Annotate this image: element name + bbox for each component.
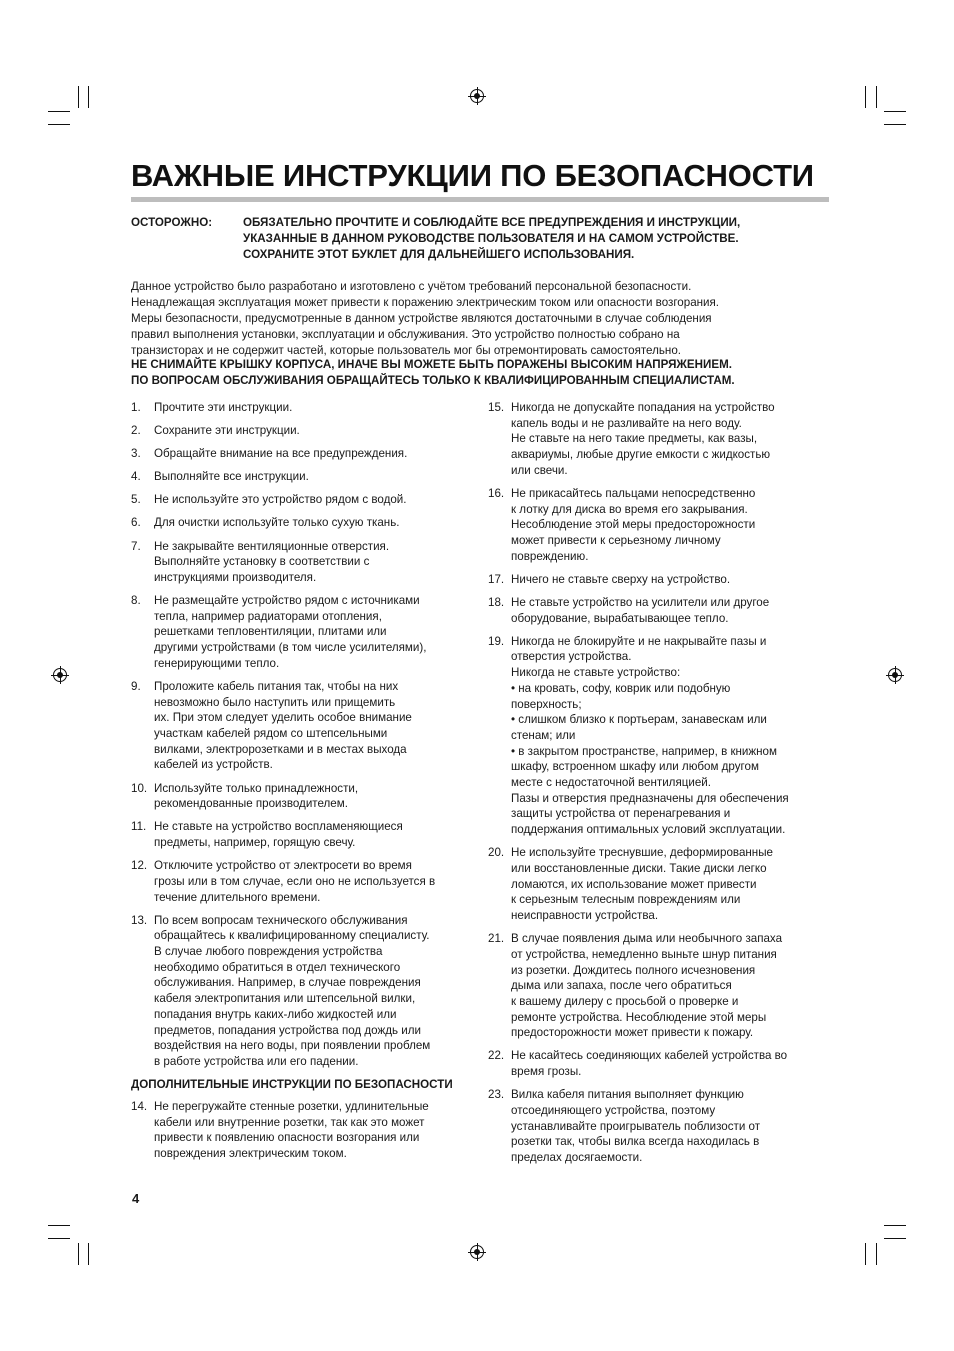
instruction-number: 14. [131, 1099, 148, 1113]
instruction-number: 7. [131, 539, 141, 553]
instruction-text: Не перегружайте стенные розетки, удлинительные кабели или внутренние розетки, так как это может привести к появлению опасности возгорания или повреждения электрическим током. [154, 1099, 429, 1160]
right-column [488, 400, 833, 1173]
additional-instructions-heading: ДОПОЛНИТЕЛЬНЫЕ ИНСТРУКЦИИ ПО БЕЗОПАСНОСТИ [131, 1078, 453, 1092]
crop-mark [865, 86, 866, 108]
left-column [131, 400, 476, 1169]
instruction-item [488, 1087, 833, 1166]
caution-line: СОХРАНИТЕ ЭТОТ БУКЛЕТ ДЛЯ ДАЛЬНЕЙШЕГО ИСПОЛЬЗОВАНИЯ. [243, 248, 635, 261]
instruction-item [131, 423, 476, 439]
instruction-text: Сохраните эти инструкции. [154, 424, 300, 438]
warning-line: НЕ СНИМАЙТЕ КРЫШКУ КОРПУСА, ИНАЧЕ ВЫ МОЖЕТЕ БЫТЬ ПОРАЖЕНЫ ВЫСОКИМ НАПРЯЖЕНИЕМ. [131, 358, 732, 371]
warning-line: ПО ВОПРОСАМ ОБСЛУЖИВАНИЯ ОБРАЩАЙТЕСЬ ТОЛЬКО К КВАЛИФИЦИРОВАННЫМ СПЕЦИАЛИСТАМ. [131, 374, 735, 387]
instruction-text: В случае появления дыма или необычного запаха от устройства, немедленно выньте шнур питания из розетки. Дождитесь полного исчезновения дыма или запаха, после чего обратиться к вашему дилеру с просьбой о проверке и ремонте устройства. Несоблюдение этой меры предосторожности может привести к пожару. [511, 932, 783, 1040]
caution-label: ОСТОРОЖНО: [131, 216, 213, 229]
instruction-item [131, 492, 476, 508]
crop-mark [48, 111, 70, 112]
instruction-number: 12. [131, 859, 148, 873]
instruction-item [131, 819, 476, 850]
instruction-number: 1. [131, 401, 141, 414]
registration-mark-icon [470, 1245, 484, 1259]
crop-mark [884, 111, 906, 112]
registration-mark-icon [53, 668, 67, 682]
instruction-text: Не прикасайтесь пальцами непосредственно к лотку для диска во время его закрывания. Несоблюдение этой меры предосторожности может привести к серьезному личному повреждению. [511, 486, 756, 563]
intro-paragraph [131, 279, 831, 359]
instruction-item [488, 931, 833, 1041]
instruction-text: Выполняйте все инструкции. [154, 470, 309, 484]
intro-line: Данное устройство было разработано и изготовлено с учётом требований персональной безопасности. [131, 280, 692, 293]
high-voltage-warning [131, 357, 841, 389]
caution-text [243, 215, 833, 263]
caution-line: УКАЗАННЫЕ В ДАННОМ РУКОВОДСТВЕ ПОЛЬЗОВАТЕЛЯ И НА САМОМ УСТРОЙСТВЕ. [243, 232, 739, 245]
crop-mark [88, 86, 89, 108]
instruction-text: Не касайтесь соединяющих кабелей устройства во время грозы. [511, 1049, 788, 1079]
instruction-number: 3. [131, 447, 141, 461]
instruction-item [488, 845, 833, 924]
intro-line: транзисторах и не содержит частей, которые пользователь мог бы отремонтировать самостоятельно. [131, 344, 681, 357]
instruction-item [131, 1099, 476, 1162]
instruction-text: Не ставьте на устройство воспламеняющиеся предметы, например, горящую свечу. [154, 820, 403, 850]
instruction-text: Не ставьте устройство на усилители или другое оборудование, вырабатывающее тепло. [511, 595, 770, 625]
instruction-text: Вилка кабеля питания выполняет функцию отсоединяющего устройства, поэтому устанавливайте проигрыватель поблизости от розетки так, чтобы вилка всегда находилась в пределах досягаемости. [511, 1088, 761, 1165]
instruction-item [131, 679, 476, 773]
instruction-text: Никогда не блокируйте и не накрывайте пазы и отверстия устройства. Никогда не ставьте устройство: • на кровать, софу, коврик или подобную поверхность; • слишком близко к портьерам, занавескам или стенам; или • в закрытом пространстве, например, в книжном шкафу, встроенном шкафу или любом другом месте с недостаточной вентиляцией. Пазы и отверстия предназначены для обеспечения защиты устройства от перенагревания и поддержания оптимальных условий эксплуатации. [511, 634, 789, 837]
instruction-text: Проложите кабель питания так, чтобы на них невозможно было наступить или прищемить их. При этом следует уделить особое внимание участкам кабелей рядом со штепсельными вилками, электророзетками и в местах выхода кабелей из устройств. [154, 679, 412, 772]
intro-line: Ненадлежащая эксплуатация может привести к поражению электрическим током или опасности возгорания. [131, 296, 720, 309]
instruction-number: 13. [131, 913, 148, 927]
crop-mark [865, 1243, 866, 1265]
instruction-number: 2. [131, 424, 141, 438]
instruction-number: 11. [131, 820, 147, 834]
instruction-number: 23. [488, 1088, 505, 1102]
instruction-number: 4. [131, 470, 141, 484]
instruction-text: Прочтите эти инструкции. [154, 401, 293, 414]
instruction-text: Используйте только принадлежности, рекомендованные производителем. [154, 781, 359, 811]
instruction-number: 20. [488, 846, 505, 860]
instruction-text: По всем вопросам технического обслуживания обращайтесь к квалифицированному специалисту. В случае любого повреждения устройства необходимо обратиться в отдел технического обслуживания. Например, в случае повреждения кабеля электропитания или штепсельной вилки, попадания внутрь каких-либо жидкостей или предметов, попадания устройства под дождь или воздействия на него воды, при появлении проблем в работе устройства или его падении. [154, 913, 431, 1068]
instruction-text: Не размещайте устройство рядом с источниками тепла, например радиаторами отопления, решетками тепловентиляции, плитами или другими устройствами (в том числе усилителями), генерирующими тепло. [154, 594, 427, 670]
instruction-item [488, 486, 833, 565]
intro-line: Меры безопасности, предусмотренные в данном устройстве являются достаточными в случае соблюдения [131, 312, 712, 325]
crop-mark [884, 124, 906, 125]
instruction-text: Не используйте треснувшие, деформированные или восстановленные диски. Такие диски легко ломаются, их использование может привести к серьезным телесным повреждениям или неисправности устройства. [511, 846, 773, 923]
crop-mark [78, 1243, 79, 1265]
crop-mark [78, 86, 79, 108]
crop-mark [884, 1225, 906, 1226]
page-number: 4 [132, 1191, 140, 1206]
instruction-item [131, 858, 476, 905]
crop-mark [48, 124, 70, 125]
instruction-number: 18. [488, 595, 505, 609]
page-title: ВАЖНЫЕ ИНСТРУКЦИИ ПО БЕЗОПАСНОСТИ [131, 158, 814, 193]
instruction-item [488, 1048, 833, 1079]
instruction-number: 22. [488, 1049, 505, 1063]
instruction-text: Обращайте внимание на все предупреждения. [154, 447, 408, 461]
instruction-number: 8. [131, 594, 141, 608]
registration-mark-icon [470, 89, 484, 103]
instruction-item [488, 634, 833, 838]
instruction-number: 16. [488, 486, 505, 500]
instruction-number: 9. [131, 679, 141, 693]
instruction-item [131, 539, 476, 586]
instruction-list [131, 1099, 476, 1162]
instruction-text: Не закрывайте вентиляционные отверстия. Выполняйте установку в соответствии с инструкциями производителя. [154, 539, 390, 584]
crop-mark [88, 1243, 89, 1265]
crop-mark [48, 1225, 70, 1226]
instruction-item [131, 515, 476, 531]
instruction-list [488, 400, 833, 1166]
instruction-number: 10. [131, 781, 148, 795]
instruction-item [131, 400, 476, 416]
crop-mark [884, 1238, 906, 1239]
intro-line: правил выполнения установки, эксплуатации и обслуживания. Это устройство полностью собрано на [131, 328, 680, 341]
crop-mark [876, 86, 877, 108]
instruction-number: 19. [488, 634, 505, 648]
instruction-text: Отключите устройство от электросети во время грозы или в том случае, если оно не используется в течение длительного времени. [154, 859, 436, 904]
instruction-number: 6. [131, 516, 141, 530]
instruction-text: Не используйте это устройство рядом с водой. [154, 493, 407, 507]
instruction-text: Никогда не допускайте попадания на устройство капель воды и не разливайте на него воду. Не ставьте на него такие предметы, как вазы, аквариумы, любые другие емкости с жидкостью или свечи. [511, 401, 775, 477]
title-underline [131, 197, 829, 202]
instruction-text: Для очистки используйте только сухую ткань. [154, 516, 400, 530]
instruction-text: Ничего не ставьте сверху на устройство. [511, 572, 731, 586]
instruction-number: 15. [488, 401, 505, 414]
instruction-item [488, 595, 833, 626]
instruction-item [131, 781, 476, 812]
instruction-number: 17. [488, 572, 505, 586]
instruction-item [131, 913, 476, 1070]
instruction-item [488, 572, 833, 588]
registration-mark-icon [888, 668, 902, 682]
instruction-item [131, 593, 476, 672]
instruction-item [131, 446, 476, 462]
instruction-number: 5. [131, 493, 141, 507]
instruction-list [131, 400, 476, 1070]
crop-mark [48, 1238, 70, 1239]
caution-line: ОБЯЗАТЕЛЬНО ПРОЧТИТЕ И СОБЛЮДАЙТЕ ВСЕ ПРЕДУПРЕЖДЕНИЯ И ИНСТРУКЦИИ, [243, 216, 741, 229]
instruction-item [488, 400, 833, 479]
instruction-item [131, 469, 476, 485]
crop-mark [876, 1243, 877, 1265]
instruction-number: 21. [488, 932, 505, 946]
